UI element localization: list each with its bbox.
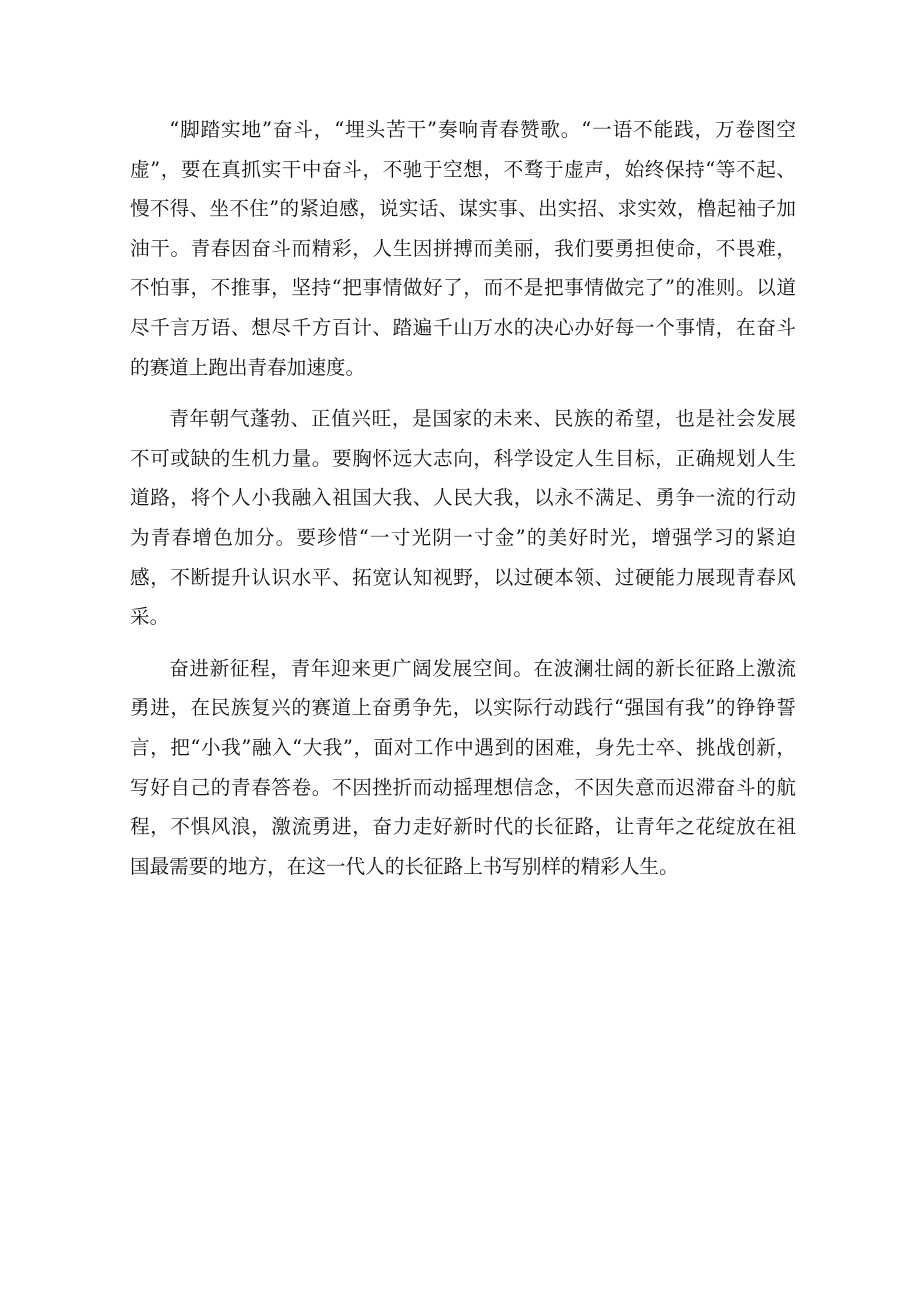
document-body	[130, 110, 796, 898]
paragraph-1: “脚踏实地”奋斗，“埋头苦干”奏响青春赞歌。“一语不能践，万卷图空虚”，要在真抓实干中奋斗，不驰于空想，不骛于虚声，始终保持“等不起、慢不得、坐不住”的紧迫感，说实话、谋实事、出实招、求实效，橹起袖子加油干。青春因奋斗而精彩，人生因拼搏而美丽，我们要勇担使命，不畏难，不怕事，不推事，坚持“把事情做好了，而不是把事情做完了”的准则。以道尽千言万语、想尽千方百计、踏遍千山万水的决心办好每一个事情，在奋斗的赛道上跑出青春加速度。	[130, 118, 796, 379]
paragraph-3: 奋进新征程，青年迎来更广阔发展空间。在波澜壮阔的新长征路上激流勇进，在民族复兴的赛道上奋勇争先，以实际行动践行“强国有我”的铮铮誓言，把“小我”融入“大我”，面对工作中遇到的困难，身先士卒、挑战创新，写好自己的青春答卷。不因挫折而动摇理想信念，不因失意而迟滞奋斗的航程，不惧风浪，激流勇进，奋力走好新时代的长征路，让青年之花绽放在祖国最需要的地方，在这一代人的长征路上书写别样的精彩人生。	[130, 656, 796, 878]
paragraph-2: 青年朝气蓬勃、正值兴旺，是国家的未来、民族的希望，也是社会发展不可或缺的生机力量。要胸怀远大志向，科学设定人生目标，正确规划人生道路，将个人小我融入祖国大我、人民大我，以永不满足、勇争一流的行动为青春增色加分。要珍惜“一寸光阴一寸金”的美好时光，增强学习的紧迫感，不断提升认识水平、拓宽认知视野，以过硬本领、过硬能力展现青春风采。	[130, 407, 796, 629]
